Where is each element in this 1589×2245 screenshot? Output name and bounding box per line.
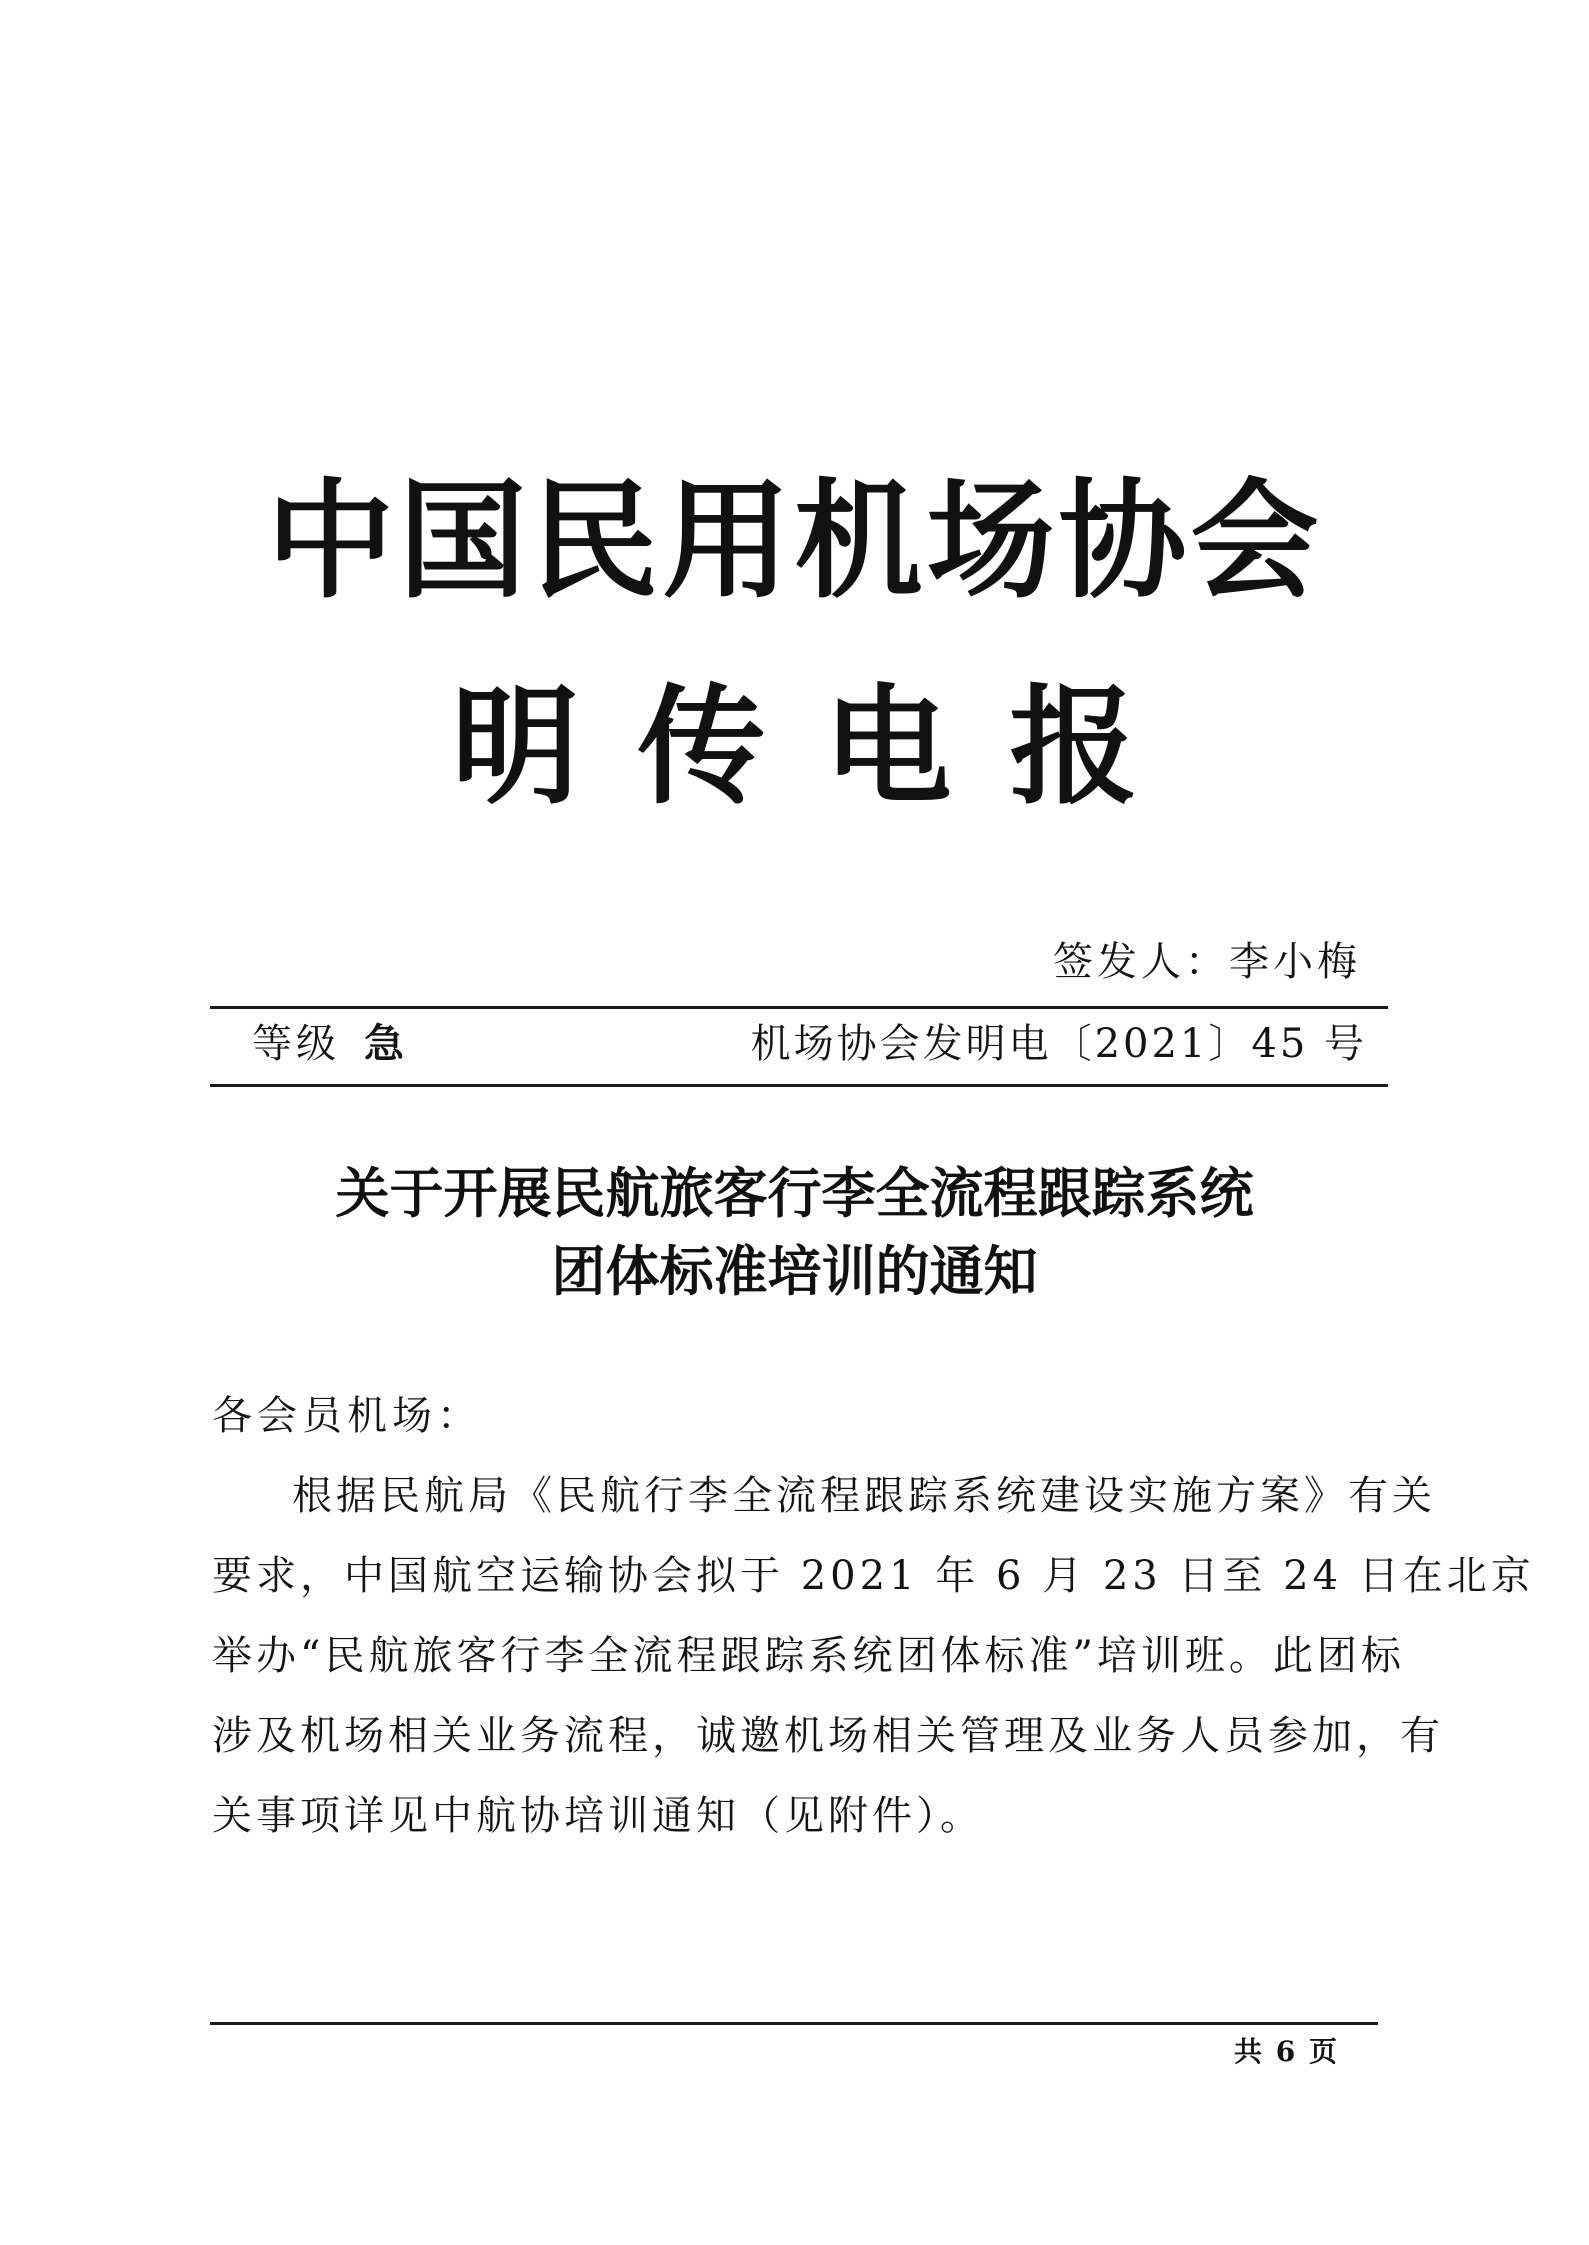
grade-value: 急 — [364, 1021, 408, 1067]
grade-label: 等级 — [252, 1021, 340, 1067]
document-number: 机场协会发明电〔2021〕45 号 — [750, 1021, 1367, 1067]
footer-rule — [210, 2022, 1378, 2025]
header-rule-bottom — [210, 1084, 1388, 1087]
org-name-heading: 中国民用机场协会 — [266, 467, 1323, 616]
body-paragraph-line: 要求，中国航空运输协会拟于 2021 年 6 月 23 日至 24 日在北京 — [212, 1553, 1535, 1599]
body-paragraph-line: 涉及机场相关业务流程，诚邀机场相关管理及业务人员参加，有 — [212, 1713, 1444, 1759]
notice-title-line-1: 关于开展民航旅客行李全流程跟踪系统 — [335, 1161, 1254, 1225]
body-paragraph-line: 关事项详见中航协培训通知（见附件）。 — [212, 1793, 984, 1839]
salutation: 各会员机场： — [212, 1393, 482, 1439]
notice-title-line-2: 团体标准培训的通知 — [551, 1239, 1038, 1303]
body-paragraph-line: 举办“民航旅客行李全流程跟踪系统团体标准”培训班。此团标 — [212, 1633, 1405, 1679]
doc-type-heading: 明传电报 — [451, 673, 1196, 822]
urgency-grade — [252, 1021, 408, 1067]
page-count: 共 6 页 — [1234, 2035, 1339, 2068]
signer: 签发人：李小梅 — [1053, 939, 1361, 985]
header-rule-top — [210, 1006, 1388, 1009]
body-paragraph-line: 根据民航局《民航行李全流程跟踪系统建设实施方案》有关 — [292, 1473, 1436, 1519]
